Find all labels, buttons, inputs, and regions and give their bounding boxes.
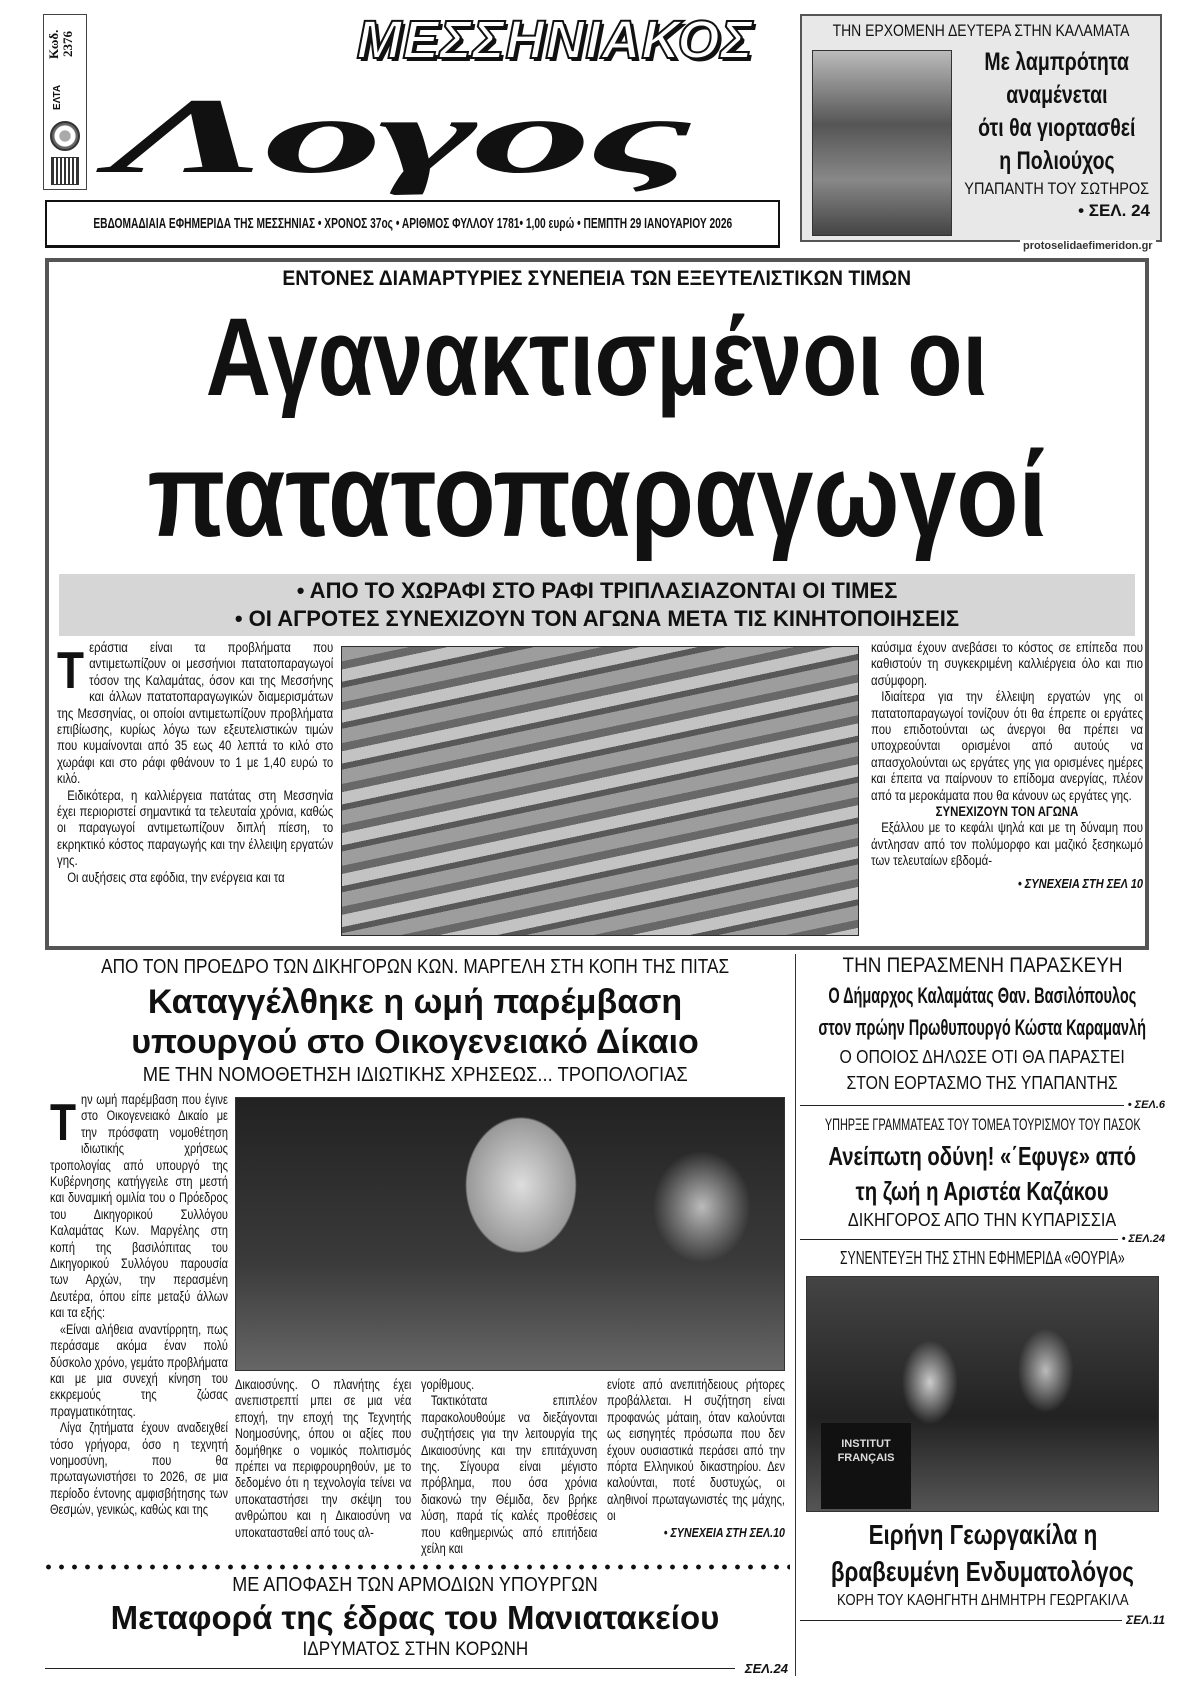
info-bar: ΕΒΔΟΜΑΔΙΑΙΑ ΕΦΗΜΕΡΙΔΑ ΤΗΣ ΜΕΣΣΗΝΙΑΣ • ΧΡΟΝΟΣ 37ος • ΑΡΙΘΜΟΣ ΦΥΛΛΟΥ 1781• 1,00 ευρώ • ΠΕΜΠΤΗ 29 ΙΑΝΟΥΑΡΙΟΥ 2026 (45, 200, 780, 248)
sidebar-story2-page-ref[interactable]: • ΣΕΛ.24 (1121, 1233, 1165, 1245)
sidebar-story3-kicker: ΣΥΝΕΝΤΕΥΞΗ ΤΗΣ ΣΤΗΝ ΕΦΗΜΕΡΙΔΑ «ΘΟΥΡΙΑ» (840, 1248, 1125, 1268)
brand-top: ΜΕΣΣΗΝΙΑΚΟΣ (356, 10, 754, 70)
lead-subheading: ΣΥΝΕΧΙΖΟΥΝ ΤΟΝ ΑΓΩΝΑ (935, 804, 1079, 820)
divider-dots (42, 1564, 790, 1570)
bottom-kicker: ΜΕ ΑΠΟΦΑΣΗ ΤΩΝ ΑΡΜΟΔΙΩΝ ΥΠΟΥΡΓΩΝ (232, 1574, 598, 1596)
lead-bullet-1: • ΑΠΟ ΤΟ ΧΩΡΑΦΙ ΣΤΟ ΡΑΦΙ ΤΡΙΠΛΑΣΙΑΖΟΝΤΑΙ ΟΙ ΤΙΜΕΣ (296, 578, 898, 603)
brand-logo (110, 76, 750, 198)
sidebar-story3-headline-1[interactable]: Ειρήνη Γεωργακίλα η (868, 1519, 1097, 1550)
second-subhead: ΜΕ ΤΗΝ ΝΟΜΟΘΕΤΗΣΗ ΙΔΙΩΤΙΚΗΣ ΧΡΗΣΕΩΣ... ΤΡΟΠΟΛΟΓΙΑΣ (142, 1064, 688, 1086)
drop-cap: Τ (57, 642, 85, 700)
second-kicker: ΑΠΟ ΤΟΝ ΠΡΟΕΔΡΟ ΤΩΝ ΔΙΚΗΓΟΡΩΝ ΚΩΝ. ΜΑΡΓΕΛΗ ΣΤΗ ΚΟΠΗ ΤΗΣ ΠΙΤΑΣ (101, 956, 729, 978)
sidebar-divider (795, 954, 796, 1676)
sidebar (800, 952, 1165, 1628)
sidebar-story2-subhead: ΔΙΚΗΓΟΡΟΣ ΑΠΟ ΤΗΝ ΚΥΠΑΡΙΣΣΙΑ (848, 1210, 1117, 1230)
barcode-icon (51, 157, 79, 185)
sidebar-story1-subhead-1: Ο ΟΠΟΙΟΣ ΔΗΛΩΣΕ ΟΤΙ ΘΑ ΠΑΡΑΣΤΕΙ (839, 1047, 1126, 1067)
bottom-subhead: ΙΔΡΥΜΑΤΟΣ ΣΤΗΝ ΚΟΡΩΝΗ (302, 1639, 528, 1660)
lead-headline-1[interactable]: Αγανακτισμένοι οι (206, 296, 988, 419)
podium-sign: INSTITUT FRANÇAIS (821, 1423, 911, 1509)
second-col-3: γορίθμους. Τακτικότατα επιπλέον παρακολουθούμε να διεξάγονται συζητήσεις για την λειτουργία της Δικαιοσύνης και την επιτάχυνση της. Σίγουρα είναι μέγιστο πρόβλημα, που όσα χρόνια διακονώ την Θέμιδα, δεν βρήκε λύση, παρά τίς καλές προθέσεις που καθημερινώς από επιτήδεια χείλη και (421, 1377, 598, 1557)
teaser-headline-3: ότι θα γιορτασθεί (978, 114, 1136, 142)
second-col-2: Δικαιοσύνης. Ο πλανήτης έχει ανεπιστρεπτί μπει σε μια νέα εποχή, την εποχή της Τεχνητής Νοημοσύνης, όπου οι αξίες που δομήθηκε ο νομικός πολιτισμός πρέπει να περιφρουρηθούν, με το δεδομένο ότι η τεχνολογία τείνει να υποκαταστήσει την σκέψη του ανθρώπου και η Δικαιοσύνη να υποκατασταθεί από τους αλ- (235, 1377, 412, 1540)
brand-main: Λογος (110, 77, 689, 196)
lead-continued-link[interactable]: • ΣΥΝΕΧΕΙΑ ΣΤΗ ΣΕΛ 10 (1017, 875, 1143, 891)
lead-col-right: καύσιμα έχουν ανεβάσει το κόστος σε επίπεδα που καθιστούν τη συγκεκριμένη καλλιέργεια όλο και πιο ασύμφορη. Ιδιαίτερα για την έλλειψη εργατών γης οι πατατοπαραγωγοί τονίζουν ότι θα έπρεπε οι εργάτες που επιδοτούνται ως άνεργοι θα πρέπει να υποχρεούνται ορισμένοι από αυτούς να απασχολούνται ως εργάτες γης για ορισμένες ημέρες και έπειτα να παίρνουν το επίδομα ανεργίας, πλέον από τα μεροκάματα που θα κάνουν ως εργάτες γης. ΣΥΝΕΧΙΖΟΥΝ ΤΟΝ ΑΓΩΝΑ Εξάλλου με το κεφάλι ψηλά και με τη δύναμη που άντλησαν από τον πολύμορφο και μαζικό ξεσηκωμό των τελευταίων εβδομά- • ΣΥΝΕΧΕΙΑ ΣΤΗ ΣΕΛ 10 (871, 640, 1143, 891)
bottom-rule (45, 1668, 735, 1669)
lead-story (45, 258, 1149, 950)
second-headline-1[interactable]: Καταγγέλθηκε η ωμή παρέμβαση (147, 983, 683, 1021)
teaser-headline-1: Με λαμπρότητα (984, 48, 1130, 76)
teaser-kicker: ΤΗΝ ΕΡΧΟΜΕΝΗ ΔΕΥΤΕΡΑ ΣΤΗΝ ΚΑΛΑΜΑΤΑ (832, 21, 1130, 40)
lead-bullet-2: • ΟΙ ΑΓΡΟΤΕΣ ΣΥΝΕΧΙΖΟΥΝ ΤΟΝ ΑΓΩΝΑ ΜΕΤΑ ΤΙΣ ΚΙΝΗΤΟΠΟΙΗΣΕΙΣ (234, 606, 960, 631)
lead-photo-potato-field (341, 646, 859, 936)
teaser-photo (812, 50, 952, 236)
sidebar-story3-subhead: ΚΟΡΗ ΤΟΥ ΚΑΘΗΓΗΤΗ ΔΗΜΗΤΡΗ ΓΕΩΡΓΑΚΙΛΑ (836, 1592, 1129, 1609)
teaser-page-ref: • ΣΕΛ. 24 (1078, 201, 1150, 220)
masthead-badges (43, 14, 87, 190)
teaser-headline-2: αναμένεται (1006, 81, 1108, 109)
second-continued-link[interactable]: • ΣΥΝΕΧΕΙΑ ΣΤΗ ΣΕΛ.10 (663, 1524, 785, 1540)
lead-bullets-band (59, 574, 1135, 636)
lead-headline-2[interactable]: πατατοπαραγωγοί (147, 428, 1047, 562)
sidebar-story1-subhead-2: ΣΤΟΝ ΕΟΡΤΑΣΜΟ ΤΗΣ ΥΠΑΠΑΝΤΗΣ (846, 1073, 1119, 1093)
teaser-box[interactable] (800, 14, 1162, 242)
sidebar-story1-page-ref[interactable]: • ΣΕΛ.6 (1127, 1099, 1165, 1111)
second-headline-2[interactable]: υπουργού στο Οικογενειακό Δίκαιο (131, 1023, 699, 1061)
bottom-headline[interactable]: Μεταφορά της έδρας του Μανιατακείου (110, 1599, 720, 1636)
sidebar-story2-kicker: ΥΠΗΡΞΕ ΓΡΑΜΜΑΤΕΑΣ ΤΟΥ ΤΟΜΕΑ ΤΟΥΡΙΣΜΟΥ ΤΟΥ ΠΑΣΟΚ (824, 1115, 1141, 1134)
elta-logo-icon: ΕΛΤΑ (52, 84, 63, 110)
sidebar-story3-photo (806, 1276, 1159, 1512)
sidebar-story1-headline-1[interactable]: Ο Δήμαρχος Καλαμάτας Θαν. Βασιλόπουλος (828, 983, 1137, 1008)
watermark: protoselidaefimeridon.gr (1020, 240, 1156, 253)
sidebar-story2-headline-1[interactable]: Ανείπωτη οδύνη! «΄Εφυγε» από (828, 1141, 1137, 1171)
drop-cap: Τ (50, 1094, 77, 1152)
postal-code-label: Κωδ. (46, 29, 61, 59)
second-col-1: Την ωμή παρέμβαση που έγινε στο Οικογενειακό Δικαίο με την πρόσφατη νομοθέτηση ιδιωτικής χρήσεως τροπολογίας από υπουργό της Κυβέρνησης κατήγγειλε στη μεστή και δυναμική ομιλία του ο Πρόεδρος του Δικηγορικού Συλλόγου Καλαμάτας Κων. Μαργέλης στη κοπή της βασιλόπιτας του Δικηγορικού Συλλόγου παρουσία των Αρχών, την περασμένη Δευτέρα, όπου είπε μεταξύ άλλων και τα εξής: «Είναι αλήθεια αναντίρρητη, πως περάσαμε ακόμα έναν πολύ δύσκολο χρόνο, γεμάτο προβλήματα και με μια συνεχή κίνηση του εκκρεμούς της ζώσας πραγματικότητας. Λίγα ζητήματα έχουν αναδειχθεί τόσο γρήγορα, όσο η τεχνητή νοημοσύνη, που θα πρωταγωνιστήσει το 2026, σε μια περίοδο έντονης αμφισβήτησης των Θεσμών, γενικώς, καθώς και της (50, 1092, 228, 1518)
postal-code-number: 2376 (60, 31, 75, 57)
sidebar-story3-page-ref[interactable]: ΣΕΛ.11 (1126, 1613, 1165, 1627)
sidebar-story1-headline-2[interactable]: στον πρώην Πρωθυπουργό Κώστα Καραμανλή (818, 1015, 1147, 1040)
sidebar-story3-headline-2[interactable]: βραβευμένη Ενδυματολόγος (830, 1556, 1135, 1587)
sidebar-story2-headline-2[interactable]: τη ζωή η Αριστέα Καζάκου (856, 1176, 1109, 1206)
lead-kicker: ΕΝΤΟΝΕΣ ΔΙΑΜΑΡΤΥΡΙΕΣ ΣΥΝΕΠΕΙΑ ΤΩΝ ΕΞΕΥΤΕΛΙΣΤΙΚΩΝ ΤΙΜΩΝ (282, 267, 912, 290)
sidebar-story1-kicker: ΤΗΝ ΠΕΡΑΣΜΕΝΗ ΠΑΡΑΣΚΕΥΗ (842, 954, 1123, 977)
bottom-page-ref[interactable]: ΣΕΛ.24 (744, 1661, 788, 1676)
second-photo-speaker (235, 1097, 785, 1371)
teaser-subhead: ΥΠΑΠΑΝΤΗ ΤΟΥ ΣΩΤΗΡΟΣ (964, 179, 1150, 198)
second-col-4: ενίοτε από ανεπιτήδειους ρήτορες προβάλλεται. Η συζήτηση είναι προφανώς μάταιη, όταν καλούνται ως εισηγητές πρόσωπα που δεν έχουν ουσιαστικά περάσει από την πόρτα Ελληνικού δικαστηρίου. Δεν καλούνται, ποτέ δυστυχώς, οι αληθινοί πρωταγωνιστές της μάχης, οι • ΣΥΝΕΧΕΙΑ ΣΤΗ ΣΕΛ.10 (607, 1377, 785, 1540)
teaser-headline-4: η Πολιούχος (999, 147, 1115, 175)
lead-col-left: Τεράστια είναι τα προβλήματα που αντιμετωπίζουν οι μεσσήνιοι πατατοπαραγωγοί τόσον της Καλαμάτας, όσον και της Μεσσήνης και άλλων πατατοπαραγωγικών διαμερισμάτων της Μεσσηνίας, οι οποίοι αντιμετωπίζουν προβλήματα επιβίωσης, κυρίως λόγω των εξευτελιστικών τιμών που κυμαίνονται από 35 εως 40 λεπτά το κιλό στο χωράφι και στο ράφι φθάνουν το 1 με 1,40 ευρώ το κιλό. Ειδικότερα, η καλλιέργεια πατάτας στη Μεσσηνία έχει περιοριστεί σημαντικά τα τελευταία χρόνια, καθώς οι παραγωγοί αντιμετωπίζουν διπλή πίεση, το εκρηκτικό κόστος παραγωγής και την έλλειψη εργατών γης. Οι αυξήσεις στα εφόδια, την ενέργεια και τα (57, 640, 334, 885)
seal-icon (50, 121, 80, 151)
